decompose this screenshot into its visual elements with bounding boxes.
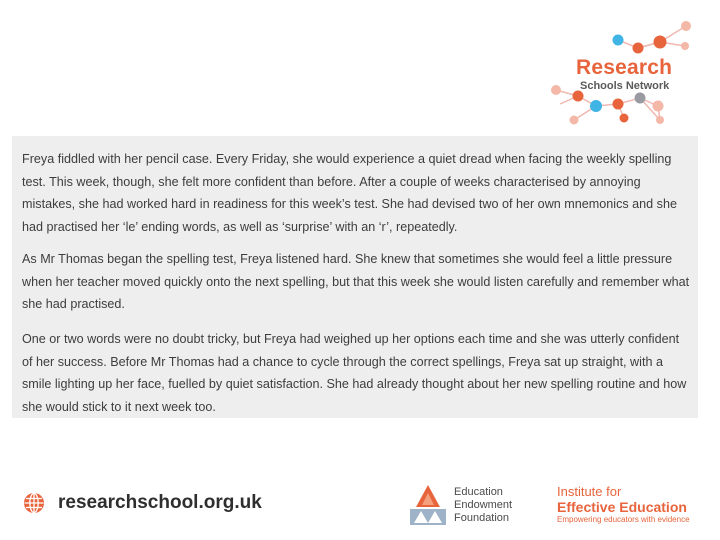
eef-line-1: Education: [454, 486, 503, 498]
paragraph-1: Freya fiddled with her pencil case. Every Friday, she would experience a quiet dread when facing the weekly spelling test. This week, though, she felt more confident than before. After a couple of weeks characterised by annoying mistakes, she had worked hard in readiness for this week’s test. She had devised two of her own mnemonics and she had practised her ‘le’ ending words, as well as ‘surprise’ with an ‘r’, repeatedly.: [22, 152, 677, 234]
paragraph-2: As Mr Thomas began the spelling test, Freya listened hard. She knew that sometimes she would feel a little pressure when her teacher moved quickly onto the next spelling, but that this week she would listen carefully and remember what she had practised.: [22, 252, 690, 312]
ife-line-1: Institute for: [557, 484, 622, 499]
eef-logo-icon: [410, 485, 446, 525]
eef-line-3: Foundation: [454, 512, 510, 524]
ife-tagline: Empowering educators with evidence: [557, 515, 690, 524]
website-link[interactable]: researchschool.org.uk: [58, 492, 262, 513]
logo-subtitle: Schools Network: [580, 80, 670, 92]
globe-icon: [23, 492, 45, 514]
story-passage-panel: [12, 136, 698, 418]
ife-logo: [557, 484, 690, 525]
eef-line-2: Endowment: [454, 499, 513, 511]
paragraph-3: One or two words were no doubt tricky, but Freya had weighed up her options each time and she was utterly confident of her success. Before Mr Thomas had a chance to cycle through the correct spellings, Freya sat up straight, with a smile lighting up her face, fuelled by quiet satisfaction. She had already thought about her new spelling routine and how she would stick to it next week too.: [22, 332, 687, 414]
logo-title: Research: [576, 56, 673, 79]
ife-line-2: Effective Education: [557, 499, 687, 515]
research-schools-network-logo: [548, 18, 720, 130]
eef-logo-text: [454, 486, 512, 525]
